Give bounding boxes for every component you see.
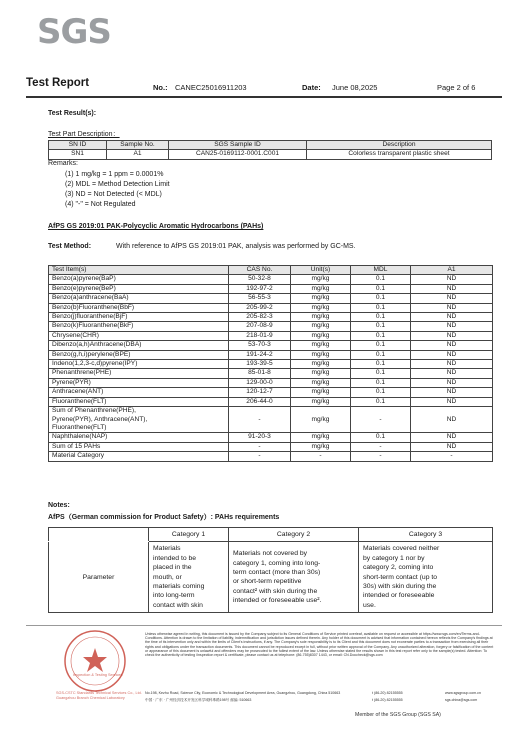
remark-item: (4) "-" = Not Regulated: [65, 201, 136, 208]
pah-header-cell: MDL: [351, 266, 411, 275]
footer-email: sgs.china@sgs.com: [445, 698, 478, 702]
sample-table-header: [49, 141, 492, 150]
pah-cell: mg/kg: [291, 275, 351, 284]
pah-cell: mg/kg: [291, 284, 351, 293]
req-header-cell: Category 1: [149, 528, 229, 542]
sample-table-row: [49, 150, 492, 159]
pah-results-table: [48, 265, 493, 462]
test-method-text: With reference to AfPS GS 2019:01 PAK, analysis was performed by GC-MS.: [116, 243, 356, 250]
pah-cell: ND: [411, 442, 493, 451]
pah-cell: ND: [411, 284, 493, 293]
pah-cell: ND: [411, 397, 493, 406]
pah-table-row: [49, 341, 493, 350]
pah-sum-label-line: Fluoranthene(FLT): [52, 423, 107, 431]
notes-label: Notes:: [48, 502, 70, 509]
pah-sum-label-line: Pyrene(PYR), Anthracene(ANT),: [52, 415, 148, 423]
pah-cell: ND: [411, 331, 493, 340]
pah-item-name: Phenanthrene(PHE): [49, 369, 229, 378]
req-cat2-cell: [229, 542, 359, 613]
pah-item-name: Dibenzo(a,h)Anthracene(DBA): [49, 341, 229, 350]
pah-cell: 206-44-0: [229, 397, 291, 406]
req-cell-line: use.: [363, 601, 376, 609]
pah-cell: 0.1: [351, 313, 411, 322]
test-method-label: Test Method:: [48, 243, 92, 250]
pah-cell: mg/kg: [291, 407, 351, 433]
req-cell-line: category 2, coming into: [363, 564, 434, 572]
pah-item-name: Chrysene(CHR): [49, 331, 229, 340]
sample-header-cell: Sample No.: [107, 141, 169, 150]
pah-cell: ND: [411, 275, 493, 284]
req-cell-line: intended or foreseeable use².: [233, 597, 322, 605]
pah-cell: 0.1: [351, 350, 411, 359]
pah-table-row: [49, 452, 493, 461]
pah-table-header: [49, 266, 493, 275]
pah-cell: mg/kg: [291, 397, 351, 406]
pah-cell: 0.1: [351, 433, 411, 442]
pah-cell: -: [229, 407, 291, 433]
pah-table-row: [49, 313, 493, 322]
pah-cell: 0.1: [351, 284, 411, 293]
pah-cell: 207-08-9: [229, 322, 291, 331]
pah-item-name: Naphthalene(NAP): [49, 433, 229, 442]
pah-cell: -: [351, 442, 411, 451]
part-description-label: Test Part Description：: [48, 131, 120, 138]
pah-cell: ND: [411, 341, 493, 350]
pah-item-name: Benzo(a)pyrene(BaP): [49, 275, 229, 284]
report-date: June 08,2025: [332, 83, 378, 92]
pah-item-name: Benzo(a)anthracene(BaA): [49, 294, 229, 303]
req-cat1-cell: [149, 542, 229, 613]
pah-cell: 205-99-2: [229, 303, 291, 312]
pah-cell: 56-55-3: [229, 294, 291, 303]
pah-cell: 205-82-3: [229, 313, 291, 322]
pah-table-row: [49, 275, 493, 284]
req-header-cell: Category 2: [229, 528, 359, 542]
pah-cell: ND: [411, 303, 493, 312]
pah-cell: 192-97-2: [229, 284, 291, 293]
pah-sum-label: [49, 407, 229, 433]
pah-table-row: [49, 284, 493, 293]
req-cell-line: mouth, or: [153, 573, 182, 581]
pah-cell: ND: [411, 294, 493, 303]
pah-table-row: [49, 303, 493, 312]
pah-cell: -: [229, 442, 291, 451]
pah-cell: ND: [411, 350, 493, 359]
req-cell-line: intended or foreseeable: [363, 592, 435, 600]
sample-cell: SN1: [49, 150, 107, 159]
pah-cell: mg/kg: [291, 378, 351, 387]
footer-address-cn: 中国 · 广东 · 广州经济技术开发区科学城科珠路198号 邮编: 510663: [145, 698, 252, 702]
pah-cell: mg/kg: [291, 313, 351, 322]
header-divider: [26, 96, 502, 98]
pah-table-row: [49, 294, 493, 303]
pah-header-cell: A1: [411, 266, 493, 275]
footer-member: Member of the SGS Group (SGS SA): [355, 712, 441, 718]
pah-sum-row: [49, 407, 493, 433]
req-cell-line: Materials covered neither: [363, 545, 440, 553]
pah-cell: 0.1: [351, 331, 411, 340]
pah-cell: -: [351, 452, 411, 461]
req-cell-line: materials coming: [153, 583, 205, 591]
pah-header-cell: Test Item(s): [49, 266, 229, 275]
req-cell-line: term contact (more than 30s): [233, 568, 321, 576]
pah-cell: 0.1: [351, 378, 411, 387]
pah-cell: 0.1: [351, 388, 411, 397]
pah-cell: ND: [411, 388, 493, 397]
pah-table-row: [49, 378, 493, 387]
pah-cell: 120-12-7: [229, 388, 291, 397]
pah-cell: 0.1: [351, 322, 411, 331]
pah-cell: -: [229, 452, 291, 461]
page-number: Page 2 of 6: [437, 83, 476, 92]
req-cell-line: Materials: [153, 545, 181, 553]
remark-item: (3) ND = Not Detected (< MDL): [65, 191, 162, 198]
req-cell-line: placed in the: [153, 564, 192, 572]
seal-text: Inspection & Testing Services: [73, 673, 123, 677]
pah-item-name: Benzo(j)fluoranthene(BjF): [49, 313, 229, 322]
sample-table: [48, 140, 492, 160]
pah-table-row: [49, 397, 493, 406]
pah-cell: ND: [411, 407, 493, 433]
pah-cell: mg/kg: [291, 322, 351, 331]
req-cell-line: Materials not covered by: [233, 550, 308, 558]
req-cell-line: into long-term: [153, 592, 195, 600]
remarks-label: Remarks:: [48, 160, 78, 167]
report-date-label: Date:: [302, 83, 321, 92]
req-cell-line: 30s) with skin during the: [363, 583, 437, 591]
pah-cell: 85-01-8: [229, 369, 291, 378]
footer-tel: t (86-20) 82155555: [372, 691, 403, 695]
req-header-empty: [49, 528, 149, 542]
pah-cell: mg/kg: [291, 360, 351, 369]
footer-disclaimer: Unless otherwise agreed in writing, this document is issued by the Company subject to its General Conditions of Service printed overleaf, available on request or accessible at https://www.sgs.com/en/Terms-and-Conditions. Attention is drawn to the limitation of liability, indemnification and jurisdiction issues defined therein. Any holder of this document is advised that information contained hereon reflects the Company's findings at the time of its intervention only and within the limits of Client's instructions, if any. The Company's sole responsibility is to its Client and this document does not exonerate parties to a transaction from exercising all their rights and obligations under the transaction documents. This document cannot be reproduced except in full, without prior written approval of the Company. Any unauthorized alteration, forgery or falsification of the content or appearance of this document is unlawful and offenders may be prosecuted to the fullest extent of the law. Unless otherwise stated the results shown in this test report refer only to the sample(s) tested. Attention: To check the authenticity of testing /inspection report & certificate, please contact us at telephone: (86-755)8307 1443, or email: CN.Doccheck@sgs.com: [145, 632, 494, 658]
sample-header-cell: Description: [307, 141, 492, 150]
pah-cell: ND: [411, 433, 493, 442]
pah-item-name: Benzo(b)Fluoranthene(BbF): [49, 303, 229, 312]
pah-cell: ND: [411, 369, 493, 378]
pah-cell: ND: [411, 360, 493, 369]
sample-cell: CAN25-0169112-0001.C001: [169, 150, 307, 159]
report-title: Test Report: [26, 77, 90, 89]
pah-cell: mg/kg: [291, 369, 351, 378]
req-cat3-cell: [359, 542, 493, 613]
report-no: CANEC25016911203: [175, 83, 247, 92]
sgs-logo: SGS: [37, 12, 111, 52]
pah-cell: 218-01-9: [229, 331, 291, 340]
pah-cell: mg/kg: [291, 388, 351, 397]
footer-website: www.sgsgroup.com.cn: [445, 691, 481, 695]
pah-cell: mg/kg: [291, 294, 351, 303]
req-cell-line: short-term contact (up to: [363, 573, 438, 581]
pah-cell: 0.1: [351, 275, 411, 284]
pah-header-cell: CAS No.: [229, 266, 291, 275]
footer-tel: t (86-20) 82155555: [372, 698, 403, 702]
pah-table-row: [49, 360, 493, 369]
pah-item-name: Fluoranthene(FLT): [49, 397, 229, 406]
req-table-row: [49, 542, 493, 613]
pah-table-row: [49, 433, 493, 442]
seal-company-line: Guangzhou Branch Chemical Laboratory: [56, 696, 125, 700]
pah-cell: mg/kg: [291, 442, 351, 451]
pah-cell: mg/kg: [291, 350, 351, 359]
pah-cell: ND: [411, 378, 493, 387]
pah-cell: 0.1: [351, 360, 411, 369]
pah-requirements-table: [48, 527, 493, 613]
pah-cell: mg/kg: [291, 433, 351, 442]
pah-cell: 53-70-3: [229, 341, 291, 350]
pah-cell: 191-24-2: [229, 350, 291, 359]
req-cell-line: contact with skin: [153, 601, 203, 609]
seal-company-line: SGS-CSTC Standards Technical Services Co., Ltd.: [56, 691, 142, 695]
pah-cell: 0.1: [351, 303, 411, 312]
remark-item: (1) 1 mg/kg = 1 ppm = 0.0001%: [65, 171, 164, 178]
sample-header-cell: SGS Sample ID: [169, 141, 307, 150]
pah-cell: ND: [411, 322, 493, 331]
req-cell-line: or short-term repetitive: [233, 578, 302, 586]
pah-cell: mg/kg: [291, 341, 351, 350]
footer-divider: [26, 625, 502, 626]
pah-item-name: Benzo(e)pyrene(BeP): [49, 284, 229, 293]
official-seal-icon: [62, 628, 128, 694]
report-no-label: No.:: [153, 83, 168, 92]
req-cell-line: contact² with skin during the: [233, 587, 318, 595]
pah-item-name: Material Category: [49, 452, 229, 461]
pah-cell: 193-39-5: [229, 360, 291, 369]
req-cell-line: intended to be: [153, 554, 197, 562]
pah-cell: 0.1: [351, 369, 411, 378]
pah-item-name: Indeno(1,2,3-c,d)pyrene(IPY): [49, 360, 229, 369]
pah-header-cell: Unit(s): [291, 266, 351, 275]
req-cell-line: category 1, coming into long-: [233, 559, 321, 567]
pah-cell: 0.1: [351, 294, 411, 303]
pah-cell: -: [291, 452, 351, 461]
pah-table-row: [49, 331, 493, 340]
pah-item-name: Sum of 15 PAHs: [49, 442, 229, 451]
pah-table-row: [49, 442, 493, 451]
req-cell-line: by category 1 nor by: [363, 554, 425, 562]
pah-cell: -: [411, 452, 493, 461]
sample-cell: Colorless transparent plastic sheet: [307, 150, 492, 159]
req-table-header: [49, 528, 493, 542]
pah-cell: ND: [411, 313, 493, 322]
remark-item: (2) MDL = Method Detection Limit: [65, 181, 170, 188]
pah-cell: 0.1: [351, 341, 411, 350]
pah-table-row: [49, 369, 493, 378]
pah-cell: 91-20-3: [229, 433, 291, 442]
section-title: AfPS GS 2019:01 PAK-Polycyclic Aromatic Hydrocarbons (PAHs): [48, 223, 264, 230]
req-row-label: Parameter: [49, 542, 149, 613]
req-header-cell: Category 3: [359, 528, 493, 542]
pah-item-name: Anthracene(ANT): [49, 388, 229, 397]
pah-table-row: [49, 322, 493, 331]
pah-sum-label-line: Sum of Phenanthrene(PHE),: [52, 407, 136, 415]
pah-cell: mg/kg: [291, 331, 351, 340]
pah-cell: 50-32-8: [229, 275, 291, 284]
notes-title: AfPS（German commission for Product Safety）: PAHs requirements: [48, 514, 280, 521]
sample-header-cell: SN ID: [49, 141, 107, 150]
pah-item-name: Pyrene(PYR): [49, 378, 229, 387]
pah-cell: 0.1: [351, 397, 411, 406]
pah-cell: -: [351, 407, 411, 433]
results-heading: Test Result(s):: [48, 110, 97, 117]
sample-cell: A1: [107, 150, 169, 159]
pah-item-name: Benzo(k)Fluoranthene(BkF): [49, 322, 229, 331]
pah-item-name: Benzo(g,h,i)perylene(BPE): [49, 350, 229, 359]
pah-table-row: [49, 350, 493, 359]
pah-cell: 129-00-0: [229, 378, 291, 387]
pah-table-row: [49, 388, 493, 397]
pah-cell: mg/kg: [291, 303, 351, 312]
footer-address-en: No.198, Kezhu Road, Science City, Economic & Technological Development Area, Guangzhou, Guangdong, China 510663: [145, 691, 341, 695]
